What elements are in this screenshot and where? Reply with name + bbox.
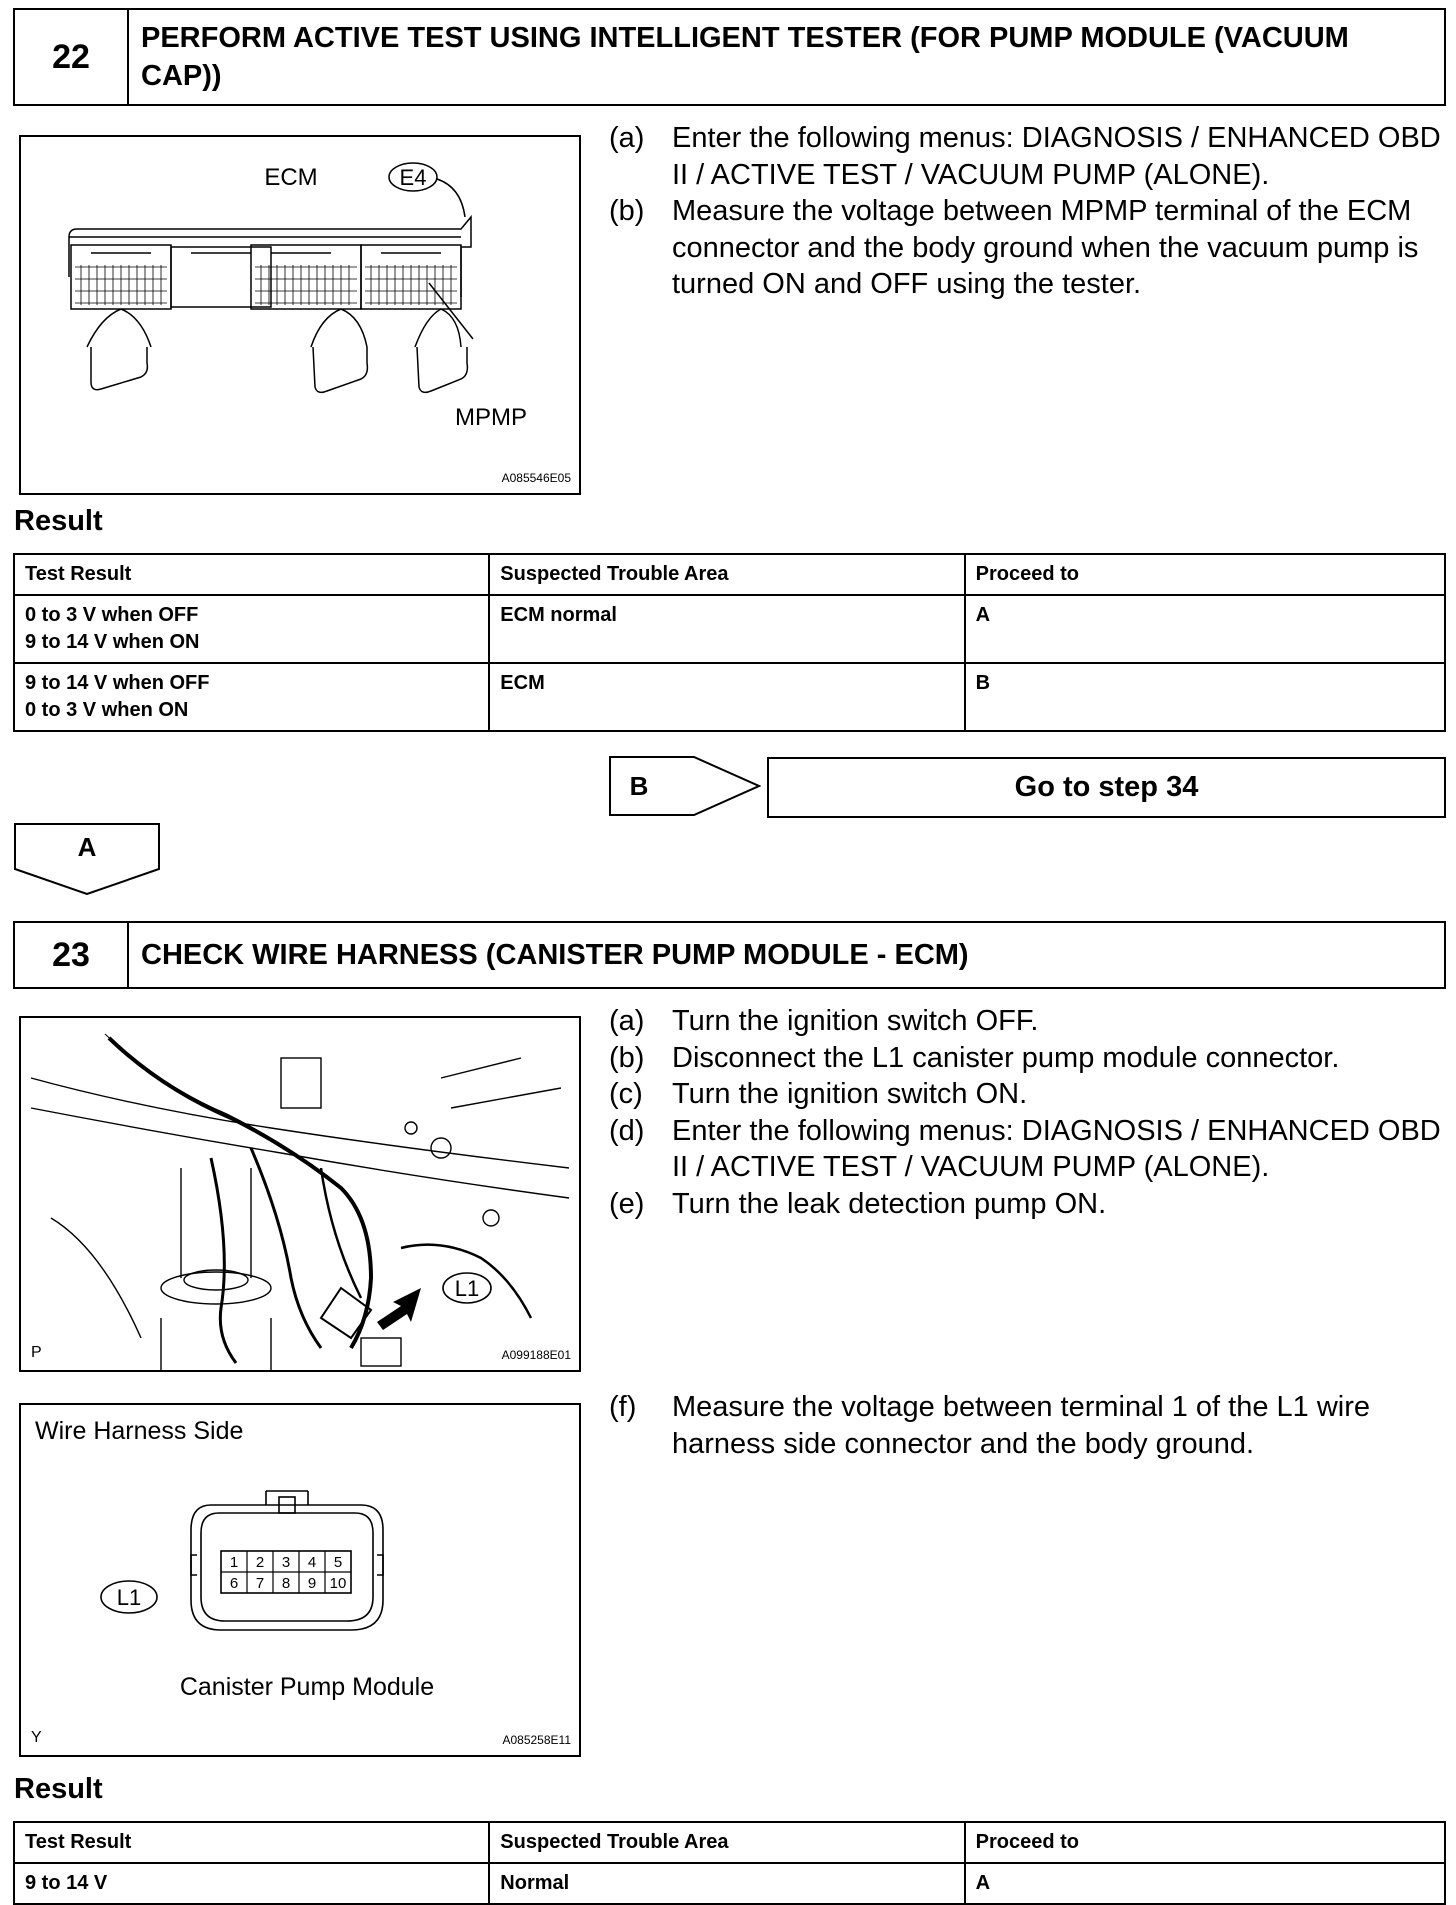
step-22-instructions (609, 120, 1449, 303)
table-header-row (14, 1822, 1445, 1863)
instruction-text: Disconnect the L1 canister pump module connector. (672, 1041, 1340, 1074)
table-cell: 9 to 14 V when OFF 0 to 3 V when ON (14, 663, 489, 731)
table-row (14, 595, 1445, 663)
pin-label: 4 (307, 1554, 317, 1571)
step-23-instruction-f (609, 1389, 1449, 1462)
pin-label: 1 (229, 1554, 239, 1571)
instruction-label: (c) (609, 1078, 643, 1110)
connector-l1-label: L1 (454, 1276, 480, 1301)
figure-id: A099188E01 (501, 1348, 571, 1362)
engine-bay-illustration (19, 1016, 581, 1372)
instruction-text: Measure the voltage between MPMP terminal of the ECM connector and the body ground when the vacuum pump is turned ON and OFF using the tester. (672, 195, 1419, 300)
step-number: 23 (15, 923, 129, 987)
instruction-text: Turn the ignition switch ON. (672, 1078, 1028, 1110)
instruction-item (609, 1113, 1449, 1186)
column-header: Test Result (14, 554, 489, 595)
table-cell: B (965, 663, 1445, 731)
table-cell: 0 to 3 V when OFF 9 to 14 V when ON (14, 595, 489, 663)
table-cell: Normal (489, 1863, 964, 1904)
pin-label: 10 (329, 1575, 347, 1592)
step-23-result-table (13, 1821, 1446, 1905)
ecm-connector-figure (19, 135, 581, 495)
figure-id: A085546E05 (501, 471, 571, 485)
table-cell: 9 to 14 V (14, 1863, 489, 1904)
table-cell: A (965, 1863, 1445, 1904)
step-title: PERFORM ACTIVE TEST USING INTELLIGENT TESTER (FOR PUMP MODULE (VACUUM CAP)) (141, 22, 1349, 92)
instruction-label: (f) (609, 1391, 637, 1423)
step-number: 22 (15, 10, 129, 104)
step-22-header (13, 8, 1446, 106)
instruction-label: (e) (609, 1187, 645, 1220)
go-to-step-box: Go to step 34 (767, 757, 1446, 818)
step-23-instructions (609, 1003, 1449, 1222)
result-heading: Result (14, 505, 103, 537)
instruction-item (609, 1076, 1449, 1113)
instruction-item (609, 1003, 1449, 1040)
table-header-row (14, 554, 1445, 595)
figure-id: A085258E11 (502, 1733, 571, 1747)
connector-e4-label: E4 (399, 165, 427, 190)
ecm-label: ECM (264, 164, 318, 191)
branch-b-arrow (609, 756, 761, 816)
instruction-label: (a) (609, 1005, 645, 1037)
column-header: Suspected Trouble Area (489, 554, 964, 595)
step-23-header (13, 921, 1446, 989)
pin-label: 3 (281, 1554, 291, 1571)
connector-face-drawing (21, 1405, 579, 1755)
table-cell: ECM normal (489, 595, 964, 663)
instruction-item (609, 1389, 1449, 1462)
instruction-item (609, 120, 1449, 193)
table-row (14, 663, 1445, 731)
instruction-text: Measure the voltage between terminal 1 of the L1 wire harness side connector and the body ground. (672, 1391, 1371, 1460)
result-heading: Result (14, 1773, 103, 1805)
instruction-item (609, 1040, 1449, 1077)
canister-pump-module-caption: Canister Pump Module (179, 1673, 435, 1701)
pin-label: 9 (307, 1575, 317, 1592)
instruction-label: (b) (609, 1041, 645, 1074)
figure-corner-mark: Y (31, 1729, 42, 1746)
branch-b-label: B (629, 770, 649, 801)
instruction-item (609, 1186, 1449, 1223)
wire-harness-side-title: Wire Harness Side (35, 1417, 244, 1445)
instruction-text: Turn the leak detection pump ON. (672, 1187, 1107, 1220)
instruction-label: (b) (609, 195, 645, 227)
table-cell: ECM (489, 663, 964, 731)
wire-harness-connector-figure (19, 1403, 581, 1757)
column-header: Proceed to (965, 554, 1445, 595)
pin-label: 6 (229, 1575, 239, 1592)
step-title: CHECK WIRE HARNESS (CANISTER PUMP MODULE - ECM) (141, 939, 969, 971)
pin-label: 5 (333, 1554, 343, 1571)
pin-label: 7 (255, 1575, 265, 1592)
instruction-label: (d) (609, 1114, 645, 1147)
mpmp-terminal-label: MPMP (455, 404, 527, 431)
instruction-text: Enter the following menus: DIAGNOSIS / ENHANCED OBD II / ACTIVE TEST / VACUUM PUMP (ALONE). (672, 122, 1441, 191)
engine-bay-drawing (21, 1018, 579, 1370)
instruction-label: (a) (609, 122, 645, 154)
branch-a-label: A (77, 831, 97, 862)
column-header: Proceed to (965, 1822, 1445, 1863)
instruction-text: Enter the following menus: DIAGNOSIS / ENHANCED OBD II / ACTIVE TEST / VACUUM PUMP (ALONE). (672, 1114, 1441, 1183)
instruction-item (609, 193, 1449, 303)
table-cell: A (965, 595, 1445, 663)
figure-corner-mark: P (31, 1344, 42, 1361)
pin-label: 8 (281, 1575, 291, 1592)
instruction-text: Turn the ignition switch OFF. (672, 1005, 1039, 1037)
column-header: Suspected Trouble Area (489, 1822, 964, 1863)
connector-l1-label: L1 (116, 1585, 142, 1610)
step-22-result-table (13, 553, 1446, 732)
column-header: Test Result (14, 1822, 489, 1863)
ecm-connector-drawing (21, 137, 579, 493)
pin-label: 2 (255, 1554, 265, 1571)
branch-a-arrow (14, 823, 160, 895)
